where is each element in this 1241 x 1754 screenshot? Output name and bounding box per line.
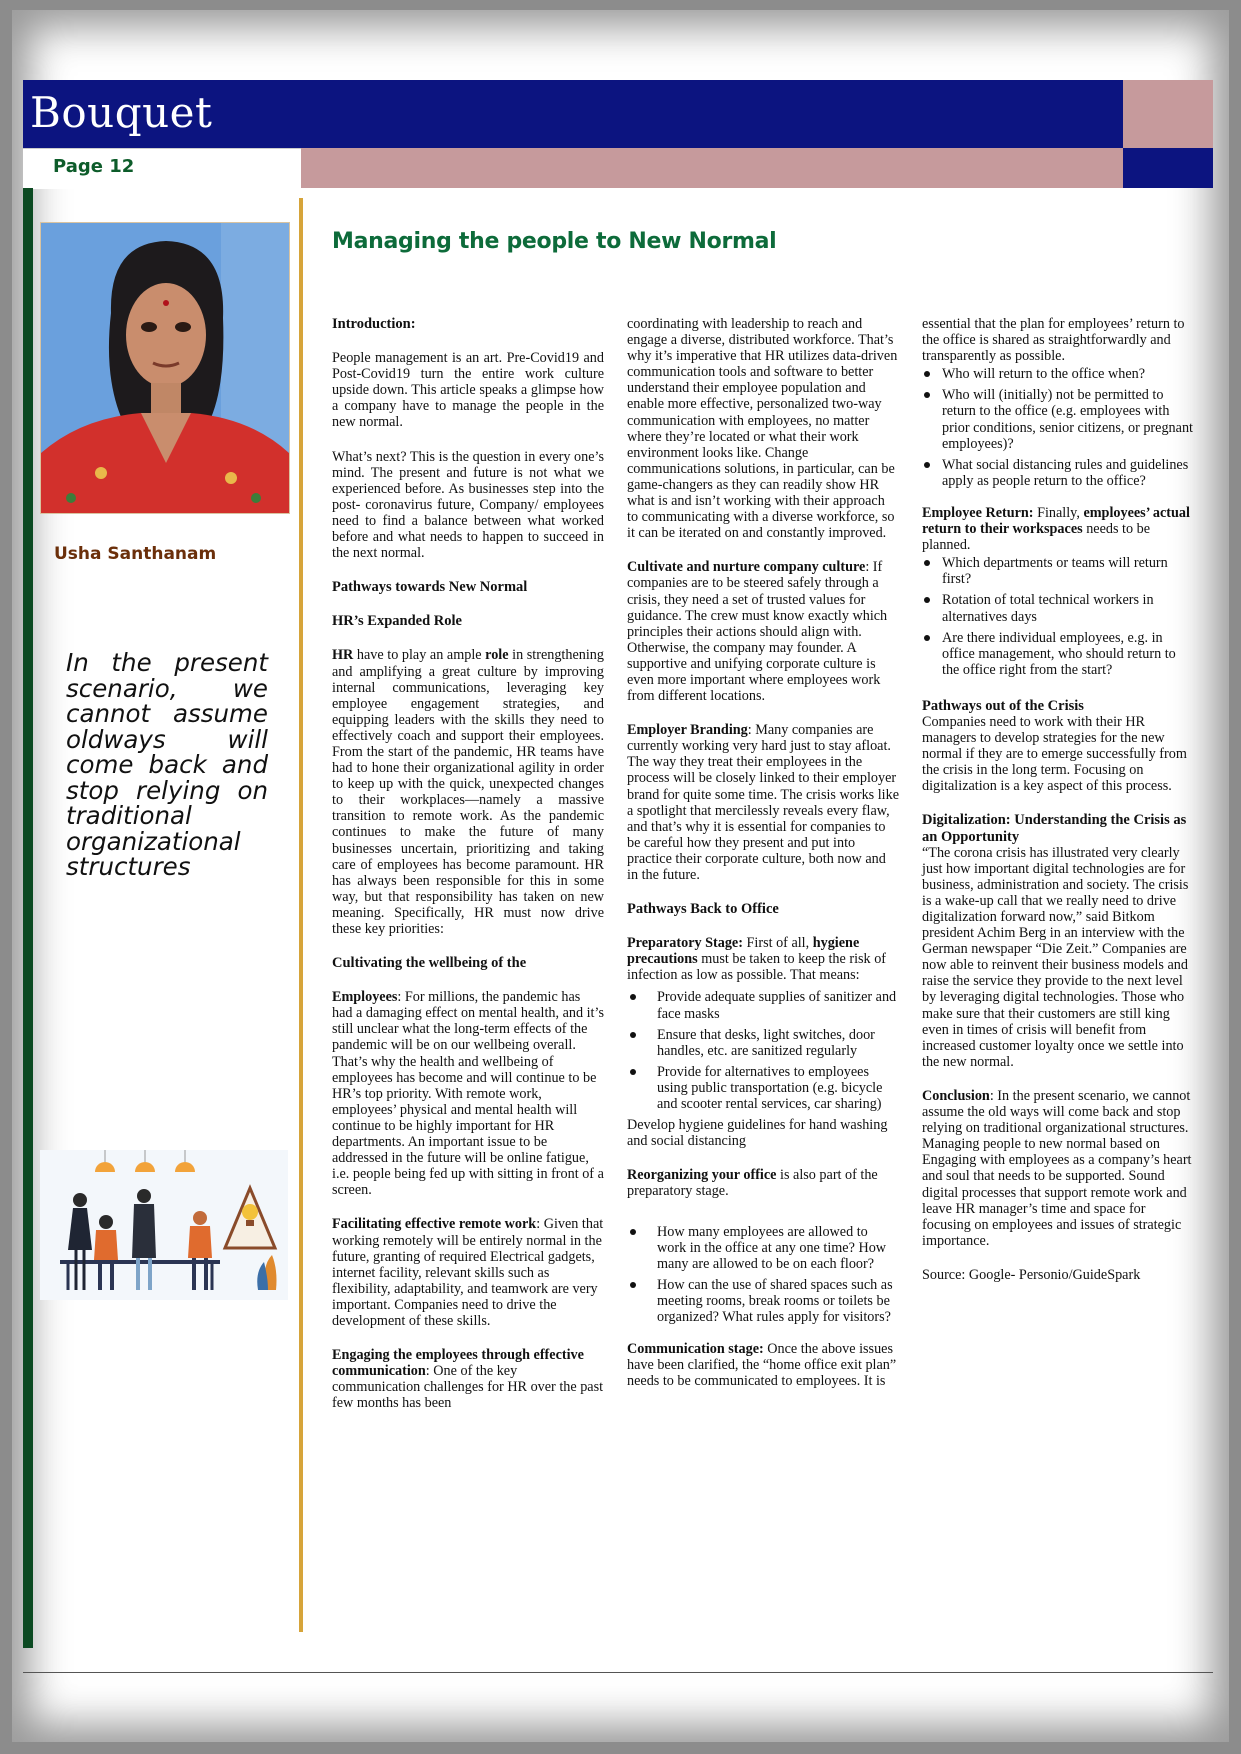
hygiene-precautions-bold: hygiene precautions [627, 935, 860, 968]
section-heading-introduction: Introduction: [332, 316, 416, 332]
article-column-1 [332, 316, 604, 1429]
list-item: Are there individual employees, e.g. in office management, who should return to the office right from the start? [922, 630, 1194, 678]
digitalization-paragraph: “The corona crisis has illustrated very clearly just how important digital technologies are for business, administration and society. The crisis is a wake-up call that we really need to drive digitalization forward now,” said Bitkom president Achim Berg in an interview with the German newspaper “Die Zeit.” Companies are now able to reinvent their business models and raise the service they provide to the next level by leveraging digital technologies. Those who make sure that their customers are still king even in times of crisis will benefit from increased customer loyalty once we settle into the new normal. [922, 844, 1189, 1070]
hr-role-body: in strengthening and amplifying a great culture by improving internal communications, leveraging key employee engagement strategies, and equipping leaders with the skills they need to effectively coach and support their employees. From the start of the pandemic, HR teams have had to hone their organizational agility in order to keep up with the quick, unexpected changes to their workplaces—namely a massive transition to remote work. As the pandemic continues to make the future of many businesses uncertain, prioritizing and taking care of employees has become paramount. HR has always been responsible for this in some way, but that responsibility has taken on new meaning. Specifically, HR must now drive these key priorities: [332, 647, 604, 937]
preparatory-label: Preparatory Stage: [627, 935, 743, 952]
section-heading-back-to-office: Pathways Back to Office [627, 901, 779, 918]
section-heading-hr-role: HR’s Expanded Role [332, 613, 462, 630]
intro-paragraph-1: People management is an art. Pre-Covid19 and Post-Covid19 turn the entire work culture upside down. This article speaks a glimpse how a company have to manage the people in the new normal. [332, 350, 604, 431]
remote-work-label: Facilitating effective remote work [332, 1216, 537, 1233]
out-of-crisis-paragraph: Companies need to work with their HR managers to develop strategies for the new normal if they are to emerge successfully from the crisis in the long term. Focusing on digitalization is a key aspect of this process. [922, 713, 1187, 795]
list-item: How can the use of shared spaces such as meeting rooms, break rooms or toilets be organized? What rules apply for visitors? [627, 1277, 899, 1325]
list-item: Ensure that desks, light switches, door handles, etc. are sanitized regularly [627, 1027, 899, 1059]
hygiene-guidelines-line: Develop hygiene guidelines for hand washing and social distancing [627, 1117, 888, 1150]
communication-stage-body: Once the above issues have been clarified, the “home office exit plan” needs to be communicated to employees. It is [627, 1341, 897, 1390]
article-headline: Managing the people to New Normal [332, 229, 777, 254]
employee-return-body: needs to be planned. [922, 521, 1151, 554]
branding-body: : Many companies are currently working very hard just to stay afloat. The way they treat their employees in the process will be closely linked to their employer brand for quite some time. The crisis works like a spotlight that mercilessly reveals every flaw, and that’s why it is essential for companies to be careful how they present and put into practice their corporate culture, both now and in the future. [627, 722, 900, 883]
source-line: Source: Google- Personio/GuideSpark [922, 1266, 1141, 1283]
list-item: Who will (initially) not be permitted to return to the office (e.g. employees with prior conditions, senior citizens, or pregnant employees)? [922, 387, 1194, 451]
list-item: Rotation of total technical workers in alternatives days [922, 592, 1194, 624]
reorganizing-body: is also part of the preparatory stage. [627, 1167, 878, 1200]
engaging-body: : One of the key communication challenges for HR over the past few months has been [332, 1363, 604, 1412]
remote-work-paragraph [332, 1216, 604, 1329]
accent-navy-block [1123, 148, 1213, 188]
section-heading-pathways: Pathways towards New Normal [332, 579, 528, 596]
communication-list [922, 366, 1194, 489]
culture-paragraph [627, 559, 899, 704]
author-name: Usha Santhanam [54, 544, 217, 564]
preparatory-list [627, 989, 899, 1112]
list-item: Provide for alternatives to employees using public transportation (e.g. bicycle and scooter rental services, car sharing) [627, 1064, 899, 1112]
reorganizing-label: Reorganizing your office [627, 1167, 777, 1184]
conclusion-paragraph [922, 1088, 1194, 1249]
communication-continued-col3: essential that the plan for employees’ return to the office is shared as straightforwardly and transparently as possible. [922, 316, 1185, 365]
list-item: Provide adequate supplies of sanitizer and face masks [627, 989, 899, 1021]
reorganizing-paragraph [627, 1167, 899, 1199]
list-item: What social distancing rules and guidelines apply as people return to the office? [922, 457, 1194, 489]
team-meeting-illustration [40, 1150, 288, 1300]
portrait-illustration [41, 223, 289, 513]
employees-body: : For millions, the pandemic has had a damaging effect on mental health, and it’s still unclear what the long-term effects of the pandemic will be on our wellbeing overall. That’s why the health and wellbeing of employees has become and will continue to be HR’s top priority. With remote work, employees’ physical and mental health will continue to be highly important for HR departments. An important issue to be addressed in the future will be online fatigue, i.e. people being fed up with sitting in front of a screen. [332, 989, 604, 1199]
accent-strip [301, 148, 1123, 188]
remote-work-body: : Given that working remotely will be entirely normal in the future, granting of required Electrical gadgets, internet facility, relevant skills such as flexibility, adaptability, and teamwork are very important. Companies need to drive the development of these skills. [332, 1216, 604, 1329]
hr-lead: HR [332, 647, 354, 664]
column-divider [299, 198, 303, 1632]
employee-return-bold: employees’ actual return to their workspaces [922, 504, 1190, 538]
conclusion-label: Conclusion [922, 1087, 990, 1104]
section-heading-wellbeing: Cultivating the wellbeing of the [332, 955, 527, 972]
list-item: How many employees are allowed to work in the office at any one time? How many are allowed to be on each floor? [627, 1224, 899, 1272]
section-heading-out-of-crisis: Pathways out of the Crisis [922, 697, 1084, 714]
team-illustration [40, 1150, 288, 1300]
communication-stage-paragraph [627, 1341, 899, 1389]
article-column-2 [627, 316, 899, 1407]
employee-return-list [922, 555, 1194, 678]
engaging-label: Engaging the employees through effective communication [332, 1347, 584, 1380]
preparatory-mid: First of all, [742, 935, 813, 952]
branding-paragraph [627, 722, 899, 883]
list-item: Who will return to the office when? [922, 366, 1194, 382]
culture-label: Cultivate and nurture company culture [627, 559, 866, 576]
list-item: Which departments or teams will return first? [922, 555, 1194, 587]
reorganizing-list [627, 1224, 899, 1326]
culture-body: : If companies are to be steered safely through a crisis, they need a set of trusted values for guidance. The crew must know exactly which principles their actions should align with. Otherwise, the company may founder. A supportive and unifying corporate culture is even more important where employees work from different locations. [627, 559, 888, 705]
conclusion-body: : In the present scenario, we cannot assume the old ways will come back and stop relying on traditional organizational structures. Managing people to new normal based on Engaging with employees as a company’s heart and soul that needs to be supported. Sound digital processes that support remote work and leave HR manager’s time and space for focusing on employees and issues of strategic importance. [922, 1087, 1192, 1249]
preparatory-body: must be taken to keep the risk of infection as low as possible. That means: [627, 951, 887, 984]
hr-role-bold: role [485, 647, 509, 664]
employee-return-mid: Finally, [1033, 504, 1084, 521]
left-green-bar [23, 188, 33, 1648]
page-number: Page 12 [53, 156, 135, 177]
pull-quote: In the present scenario, we cannot assume oldways will come back and stop relying on traditional organizational structures [66, 648, 268, 881]
hr-role-paragraph [332, 647, 604, 937]
employees-paragraph [332, 989, 604, 1198]
employee-return-paragraph [922, 505, 1194, 553]
engaging-paragraph [332, 1347, 604, 1411]
branding-label: Employer Branding [627, 722, 748, 739]
employee-return-label: Employee Return: [922, 504, 1034, 521]
article-column-3 [922, 316, 1194, 1301]
hr-mid: have to play an ample [353, 647, 486, 664]
intro-paragraph-2: What’s next? This is the question in every one’s mind. The present and future is not what we experienced before. As businesses step into the post- coronavirus future, Company/ employees need to find a balance between what worked before and what needs to happen to succeed in the next normal. [332, 448, 604, 562]
employees-label: Employees [332, 989, 398, 1006]
publication-title: Bouquet [30, 88, 213, 137]
footer-rule [23, 1672, 1213, 1673]
section-heading-digitalization: Digitalization: Understanding the Crisis as an Opportunity [922, 812, 1187, 845]
masthead-accent-block [1123, 80, 1213, 148]
communication-continued-paragraph: coordinating with leadership to reach and engage a diverse, distributed workforce. That’s why it’s imperative that HR utilizes data-driven communication tools and software to better understand their employee population and enable more effective, personalized two-way communication with employees, no matter where they’re located or what their work environment looks like. Change communications solutions, in particular, can be game-changers as they can readily show HR what is and isn’t working with their approach to communicating with a diverse workforce, so it can be iterated on and constantly improved. [627, 316, 898, 542]
preparatory-paragraph [627, 935, 899, 983]
author-photo [40, 222, 290, 514]
communication-stage-label: Communication stage: [627, 1341, 764, 1358]
